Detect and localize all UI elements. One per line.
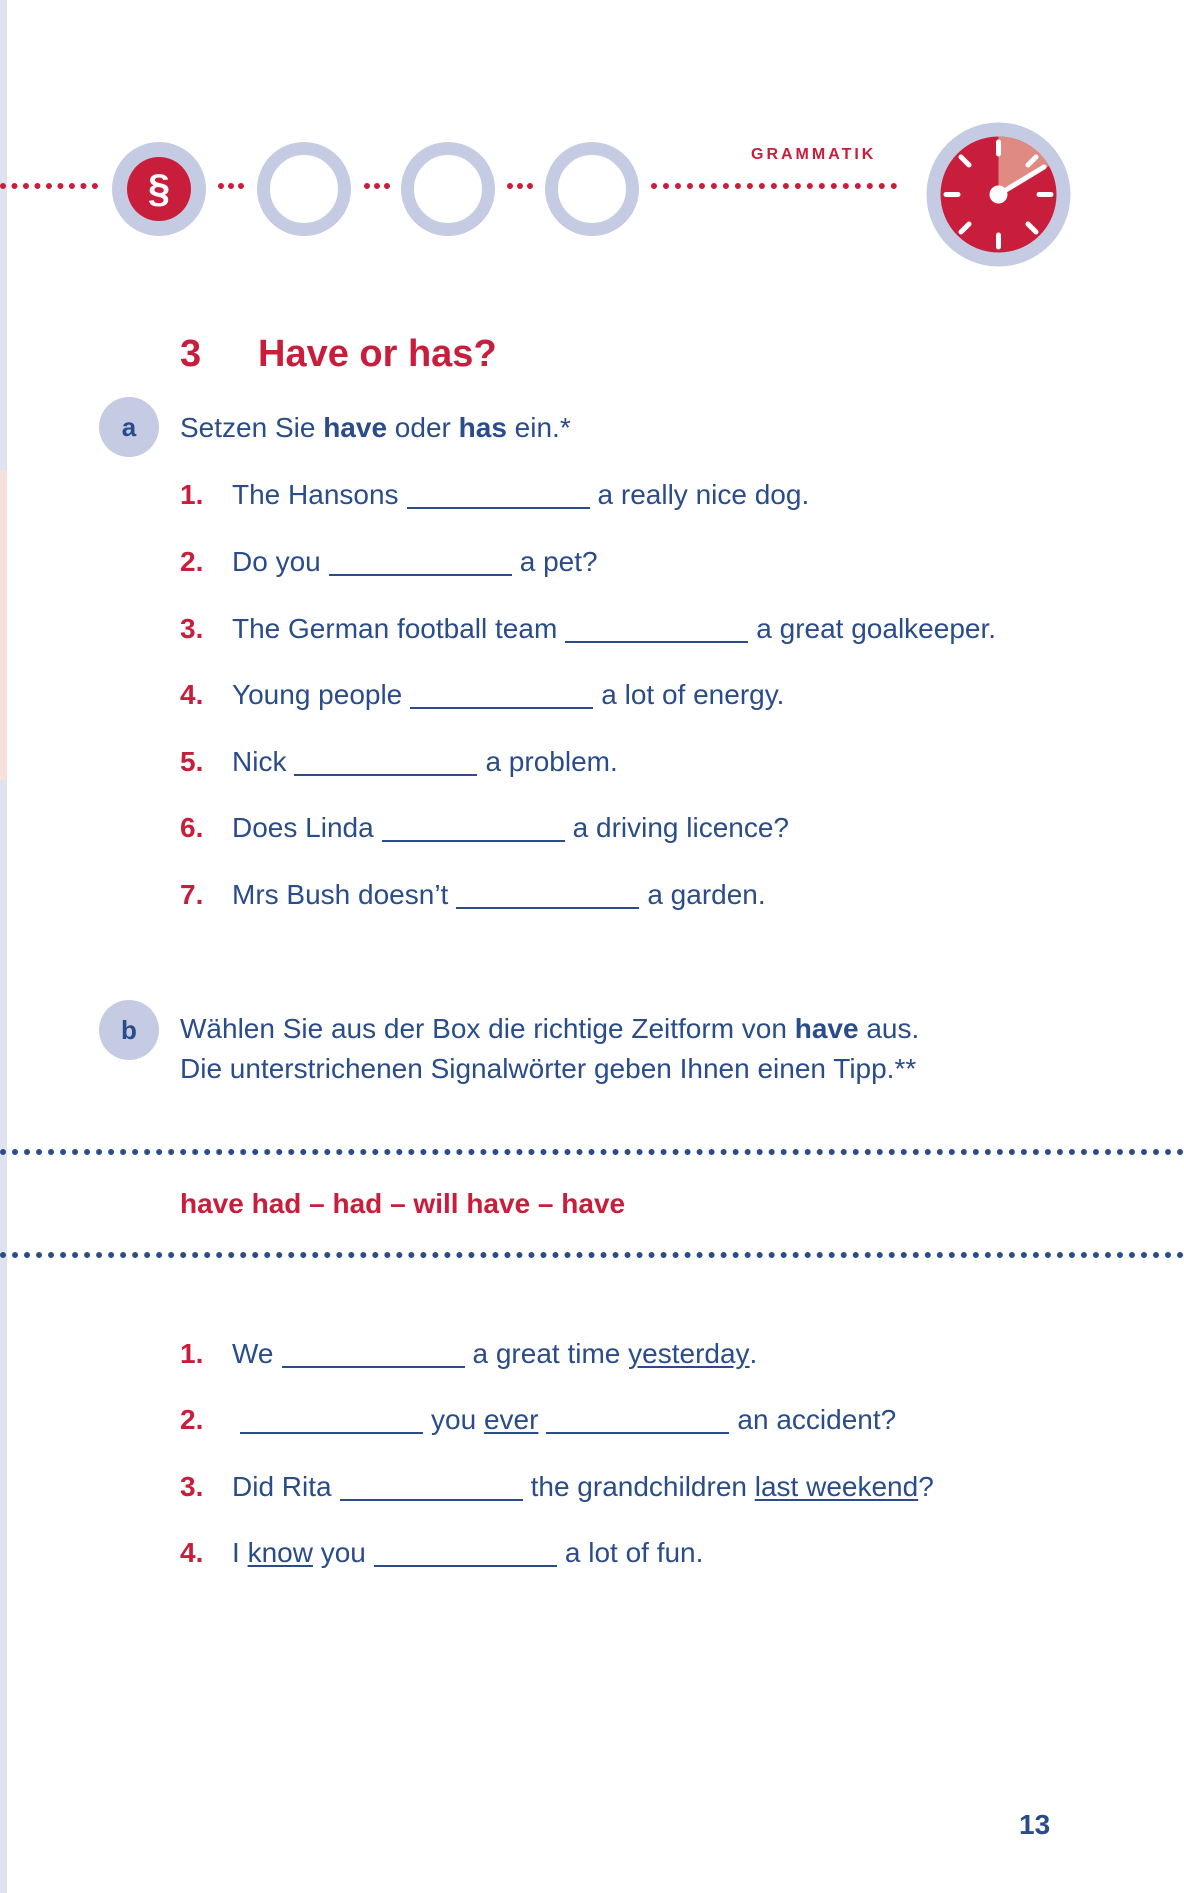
dotted-line — [507, 183, 533, 189]
item-text: you — [431, 1404, 484, 1435]
item-text: We — [232, 1338, 274, 1369]
item-text: Does Linda — [232, 812, 374, 843]
box-border-bottom — [0, 1252, 1184, 1258]
page-edge-tab — [0, 470, 7, 780]
item-number: 1. — [180, 1338, 204, 1369]
exercise-number: 3 — [180, 333, 202, 375]
answer-blank[interactable] — [340, 1473, 523, 1501]
instruction-text: Wählen Sie aus der Box die richtige Zeitform von — [180, 1013, 795, 1044]
item-text: . — [749, 1338, 758, 1369]
dotted-line — [218, 183, 244, 189]
instruction-text: ein.* — [506, 412, 571, 443]
answer-blank[interactable] — [282, 1340, 465, 1368]
dotted-line — [651, 183, 897, 189]
item-text: a great goalkeeper. — [756, 613, 997, 644]
instruction-bold: have — [323, 412, 388, 443]
instruction-text: Setzen Sie — [180, 412, 324, 443]
dotted-line — [0, 183, 98, 189]
item-text: The German football team — [232, 613, 558, 644]
answer-blank[interactable] — [294, 748, 477, 776]
exercise-item — [180, 1334, 757, 1374]
item-text: an accident? — [737, 1404, 897, 1435]
page-edge-strip — [0, 0, 7, 1893]
item-text: a really nice dog. — [597, 479, 810, 510]
exercise-item — [180, 742, 618, 782]
item-text: a problem. — [485, 746, 618, 777]
exercise-item — [180, 1400, 896, 1440]
item-number: 2. — [180, 546, 204, 577]
exercise-item — [180, 1533, 703, 1573]
exercise-item — [180, 808, 789, 848]
dotted-line — [364, 183, 390, 189]
instruction-text: oder — [387, 412, 459, 443]
answer-blank[interactable] — [382, 814, 565, 842]
word-box: have had – had – will have – have — [180, 1188, 626, 1219]
item-text: a pet? — [519, 546, 598, 577]
step-ring — [401, 142, 495, 236]
answer-blank[interactable] — [374, 1539, 557, 1567]
item-text: Did Rita — [232, 1471, 332, 1502]
section-icon: § — [127, 157, 191, 221]
item-number: 4. — [180, 1537, 204, 1568]
exercise-item — [180, 542, 598, 582]
answer-blank[interactable] — [240, 1406, 423, 1434]
item-text: The Hansons — [232, 479, 399, 510]
step-ring — [257, 142, 351, 236]
item-number: 5. — [180, 746, 204, 777]
item-text: a great time — [472, 1338, 629, 1369]
answer-blank[interactable] — [410, 681, 593, 709]
signal-word: yesterday — [628, 1338, 750, 1369]
answer-blank[interactable] — [329, 548, 512, 576]
item-number: 3. — [180, 613, 204, 644]
part-a-instruction — [180, 408, 571, 448]
instruction-line-1 — [180, 1009, 919, 1049]
part-b-instruction — [180, 1009, 919, 1089]
exercise-item — [180, 1467, 934, 1507]
instruction-text: aus. — [858, 1013, 920, 1044]
item-number: 1. — [180, 479, 204, 510]
item-number: 7. — [180, 879, 204, 910]
item-text: a lot of energy. — [601, 679, 785, 710]
item-number: 6. — [180, 812, 204, 843]
signal-word: know — [247, 1537, 313, 1568]
item-text: ? — [918, 1471, 934, 1502]
item-number: 3. — [180, 1471, 204, 1502]
answer-blank[interactable] — [456, 881, 639, 909]
box-border-top — [0, 1149, 1184, 1155]
item-text: Nick — [232, 746, 287, 777]
step-active — [112, 142, 206, 236]
item-text: I — [232, 1537, 248, 1568]
exercise-item — [180, 475, 809, 515]
exercise-item — [180, 675, 784, 715]
exercise-item — [180, 609, 996, 649]
exercise-title: Have or has? — [258, 333, 497, 375]
exercise-item — [180, 875, 766, 915]
answer-blank[interactable] — [407, 481, 590, 509]
item-number: 2. — [180, 1404, 204, 1435]
instruction-line-2: Die unterstrichenen Signalwörter geben Ihnen einen Tipp.** — [180, 1053, 917, 1084]
item-text: you — [312, 1537, 366, 1568]
instruction-bold: have — [794, 1013, 859, 1044]
page-number: 13 — [1019, 1809, 1051, 1840]
item-text: the grandchildren — [530, 1471, 755, 1502]
stopwatch-icon — [926, 122, 1071, 267]
item-text: Young people — [232, 679, 403, 710]
item-text: a garden. — [647, 879, 766, 910]
category-label: GRAMMATIK — [751, 146, 877, 163]
signal-word: last weekend — [754, 1471, 919, 1502]
item-text: Mrs Bush doesn’t — [232, 879, 449, 910]
item-text: Do you — [232, 546, 321, 577]
instruction-bold: has — [458, 412, 507, 443]
signal-word: ever — [483, 1404, 539, 1435]
item-text: a lot of fun. — [564, 1537, 704, 1568]
answer-blank[interactable] — [565, 615, 748, 643]
item-number: 4. — [180, 679, 204, 710]
part-b-badge: b — [99, 1000, 159, 1060]
item-text: a driving licence? — [572, 812, 789, 843]
step-ring — [545, 142, 639, 236]
answer-blank[interactable] — [546, 1406, 729, 1434]
part-a-badge: a — [99, 397, 159, 457]
